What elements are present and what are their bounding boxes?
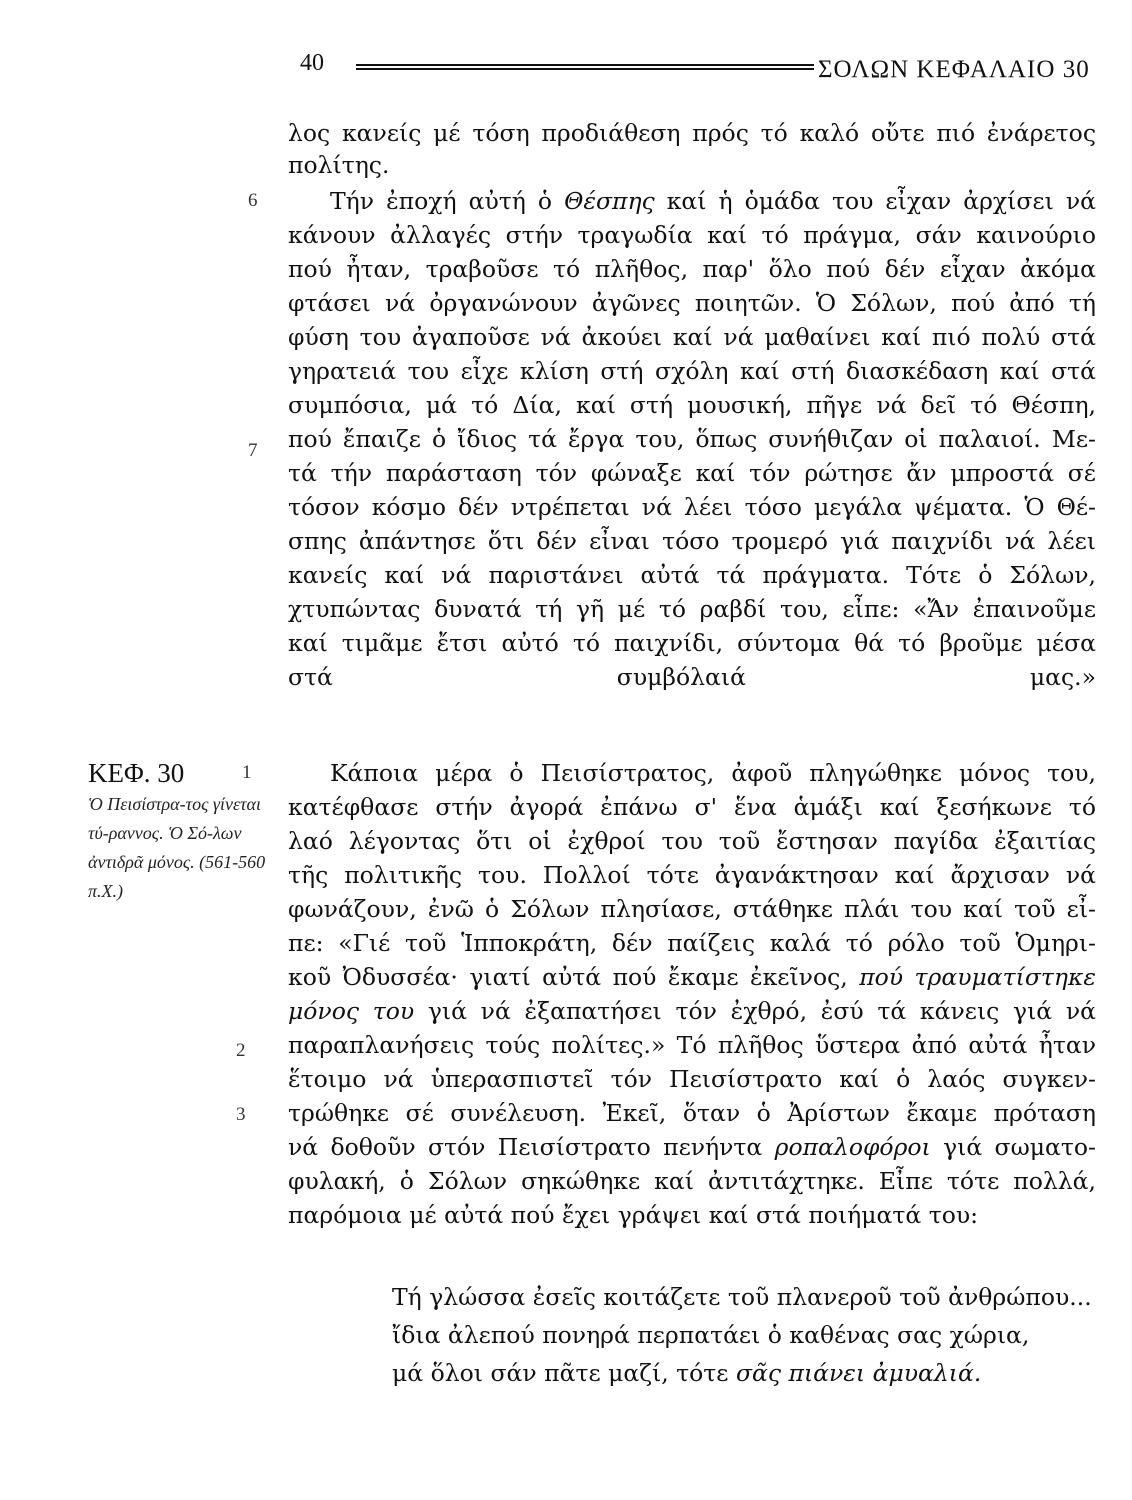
page-number: 40	[300, 50, 324, 76]
text-line: φύση του ἀγαποῦσε νά ἀκούει καί νά μαθαίνει καί πιό πολύ στά	[288, 323, 1096, 351]
text-line: φυλακή, ὁ Σόλων σηκώθηκε καί ἀντιτάχτηκε. Εἶπε τότε πολλά,	[288, 1167, 1096, 1195]
section-number-2: 2	[236, 1040, 246, 1061]
text-line: τρώθηκε σέ συνέλευση. Ἐκεῖ, ὅταν ὁ Ἀρίστων ἔκαμε πρόταση	[288, 1099, 1096, 1127]
text-line: κάνουν ἀλλαγές στήν τραγωδία καί τό πράγμα, σάν καινούριο	[288, 221, 1096, 249]
chapter-label: ΚΕΦ. 30	[88, 758, 185, 788]
text-line: ἕτοιμο νά ὑπερασπιστεῖ τόν Πεισίστρατο καί ὁ λαός συγκεν-	[288, 1065, 1096, 1093]
text-run: μά ὅλοι σάν πᾶτε μαζί, τότε	[392, 1359, 736, 1387]
section-number-6: 6	[248, 190, 258, 211]
section-number-1: 1	[242, 762, 252, 783]
italic-term: ροπαλοφόροι	[774, 1133, 931, 1161]
text-run: κοῦ Ὀδυσσέα· γιατί αὐτά πού ἔκαμε ἐκεῖνος,	[288, 963, 860, 991]
text-run: Τήν ἐποχή αὐτή ὁ	[330, 187, 565, 215]
text-line: παρόμοια μέ αὐτά πού ἔχει γράψει καί στά ποιήματά του:	[288, 1201, 979, 1229]
text-line: παραπλανήσεις τούς πολίτες.» Τό πλῆθος ὕστερα ἀπό αὐτά ἦταν	[288, 1031, 1096, 1059]
text-line: φωνάζουν, ἐνῶ ὁ Σόλων πλησίασε, στάθηκε πλάι του καί τοῦ εἶ-	[288, 895, 1096, 923]
text-line: πολίτης.	[288, 151, 390, 179]
text-line: λαό λέγοντας ὅτι οἱ ἐχθροί του τοῦ ἔστησαν παγίδα ἐξαιτίας	[288, 827, 1096, 855]
text-line: φτάσει νά ὀργανώνουν ἀγῶνες ποιητῶν. Ὁ Σόλων, πού ἀπό τή	[288, 289, 1096, 317]
italic-quote: πού τραυματίστηκε	[859, 963, 1096, 991]
text-run: γιά σωματο-	[930, 1133, 1096, 1161]
text-line: συμπόσια, μά τό Δία, καί στή μουσική, πῆγε νά δεῖ τό Θέσπη,	[288, 391, 1096, 419]
text-line: τῆς πολιτικῆς του. Πολλοί τότε ἀγανάκτησαν καί ἄρχισαν νά	[288, 861, 1096, 889]
text-line: τά τήν παράσταση τόν φώναξε καί τόν ρώτησε ἄν μπροστά σέ	[288, 459, 1096, 487]
text-run: γιά νά ἐξαπατήσει τόν ἐχθρό, ἐσύ τά κάνεις γιά νά	[414, 997, 1096, 1025]
text-line: κανείς καί νά παριστάνει αὐτά τά πράγματα. Τότε ὁ Σόλων,	[288, 561, 1096, 589]
margin-side-note: Ὁ Πεισίστρα-τος γίνεται τύ-ραννος. Ὁ Σό-λων ἀντιδρᾶ μόνος. (561-560 π.Χ.)	[88, 794, 266, 901]
italic-phrase: σᾶς πιάνει ἀμυαλιά.	[735, 1359, 982, 1387]
section-number-7: 7	[248, 440, 258, 461]
text-line: καί τιμᾶμε ἔτσι αὐτό τό παιχνίδι, σύντομα θά τό βροῦμε μέσα	[288, 629, 1096, 657]
verse-line: ἴδια ἀλεπού πονηρά περπατάει ὁ καθένας σας χώρια,	[392, 1321, 1030, 1349]
text-run: νά δοθοῦν στόν Πεισίστρατο πενήντα	[288, 1133, 775, 1161]
verse-line: Τή γλώσσα ἐσεῖς κοιτάζετε τοῦ πλανεροῦ τοῦ ἀνθρώπου...	[392, 1283, 1092, 1311]
text-line: χτυπώντας δυνατά τή γῆ μέ τό ραβδί του, εἶπε: «Ἄν ἐπαινοῦμε	[288, 595, 1096, 623]
text-line	[288, 962, 1096, 992]
text-line: πού ἦταν, τραβοῦσε τό πλῆθος, παρ' ὅλο πού δέν εἶχαν ἀκόμα	[288, 255, 1096, 283]
text-line: τόσον κόσμο δέν ντρέπεται νά λέει τόσο μεγάλα ψέματα. Ὁ Θέ-	[288, 493, 1096, 521]
text-line: πού ἔπαιζε ὁ ἴδιος τά ἔργα του, ὅπως συνήθιζαν οἱ παλαιοί. Με-	[288, 425, 1096, 453]
text-line: κατέφθασε στήν ἀγορά ἐπάνω σ' ἕνα ἁμάξι καί ξεσήκωνε τό	[288, 793, 1096, 821]
text-line	[288, 996, 1096, 1026]
section-number-3: 3	[236, 1104, 246, 1125]
text-line: Κάποια μέρα ὁ Πεισίστρατος, ἀφοῦ πληγώθηκε μόνος του,	[330, 759, 1096, 787]
text-line: λος κανείς μέ τόση προδιάθεση πρός τό καλό οὔτε πιό ἐνάρετος	[288, 119, 1096, 147]
text-line	[288, 1132, 1096, 1162]
text-line: σπης ἀπάντησε ὅτι δέν εἶναι τόσο τρομερό γιά παιχνίδι νά λέει	[288, 527, 1096, 555]
running-title: ΣΟΛΩΝ ΚΕΦΑΛΑΙΟ 30	[818, 56, 1090, 83]
name-thespis-italic: Θέσπης	[564, 187, 655, 215]
text-line: στά συμβόλαιά μας.»	[288, 663, 1096, 691]
header-rule	[356, 64, 814, 70]
text-line	[330, 186, 1096, 216]
text-line: πε: «Γιέ τοῦ Ἱπποκράτη, δέν παίζεις καλά τό ρόλο τοῦ Ὁμηρι-	[288, 929, 1096, 957]
verse-line	[392, 1358, 981, 1388]
italic-quote: μόνος του	[288, 997, 415, 1025]
text-line: γηρατειά του εἶχε κλίση στή σχόλη καί στή διασκέδαση καί στά	[288, 357, 1096, 385]
text-run: καί ἡ ὁμάδα του εἶχαν ἀρχίσει νά	[654, 187, 1096, 215]
